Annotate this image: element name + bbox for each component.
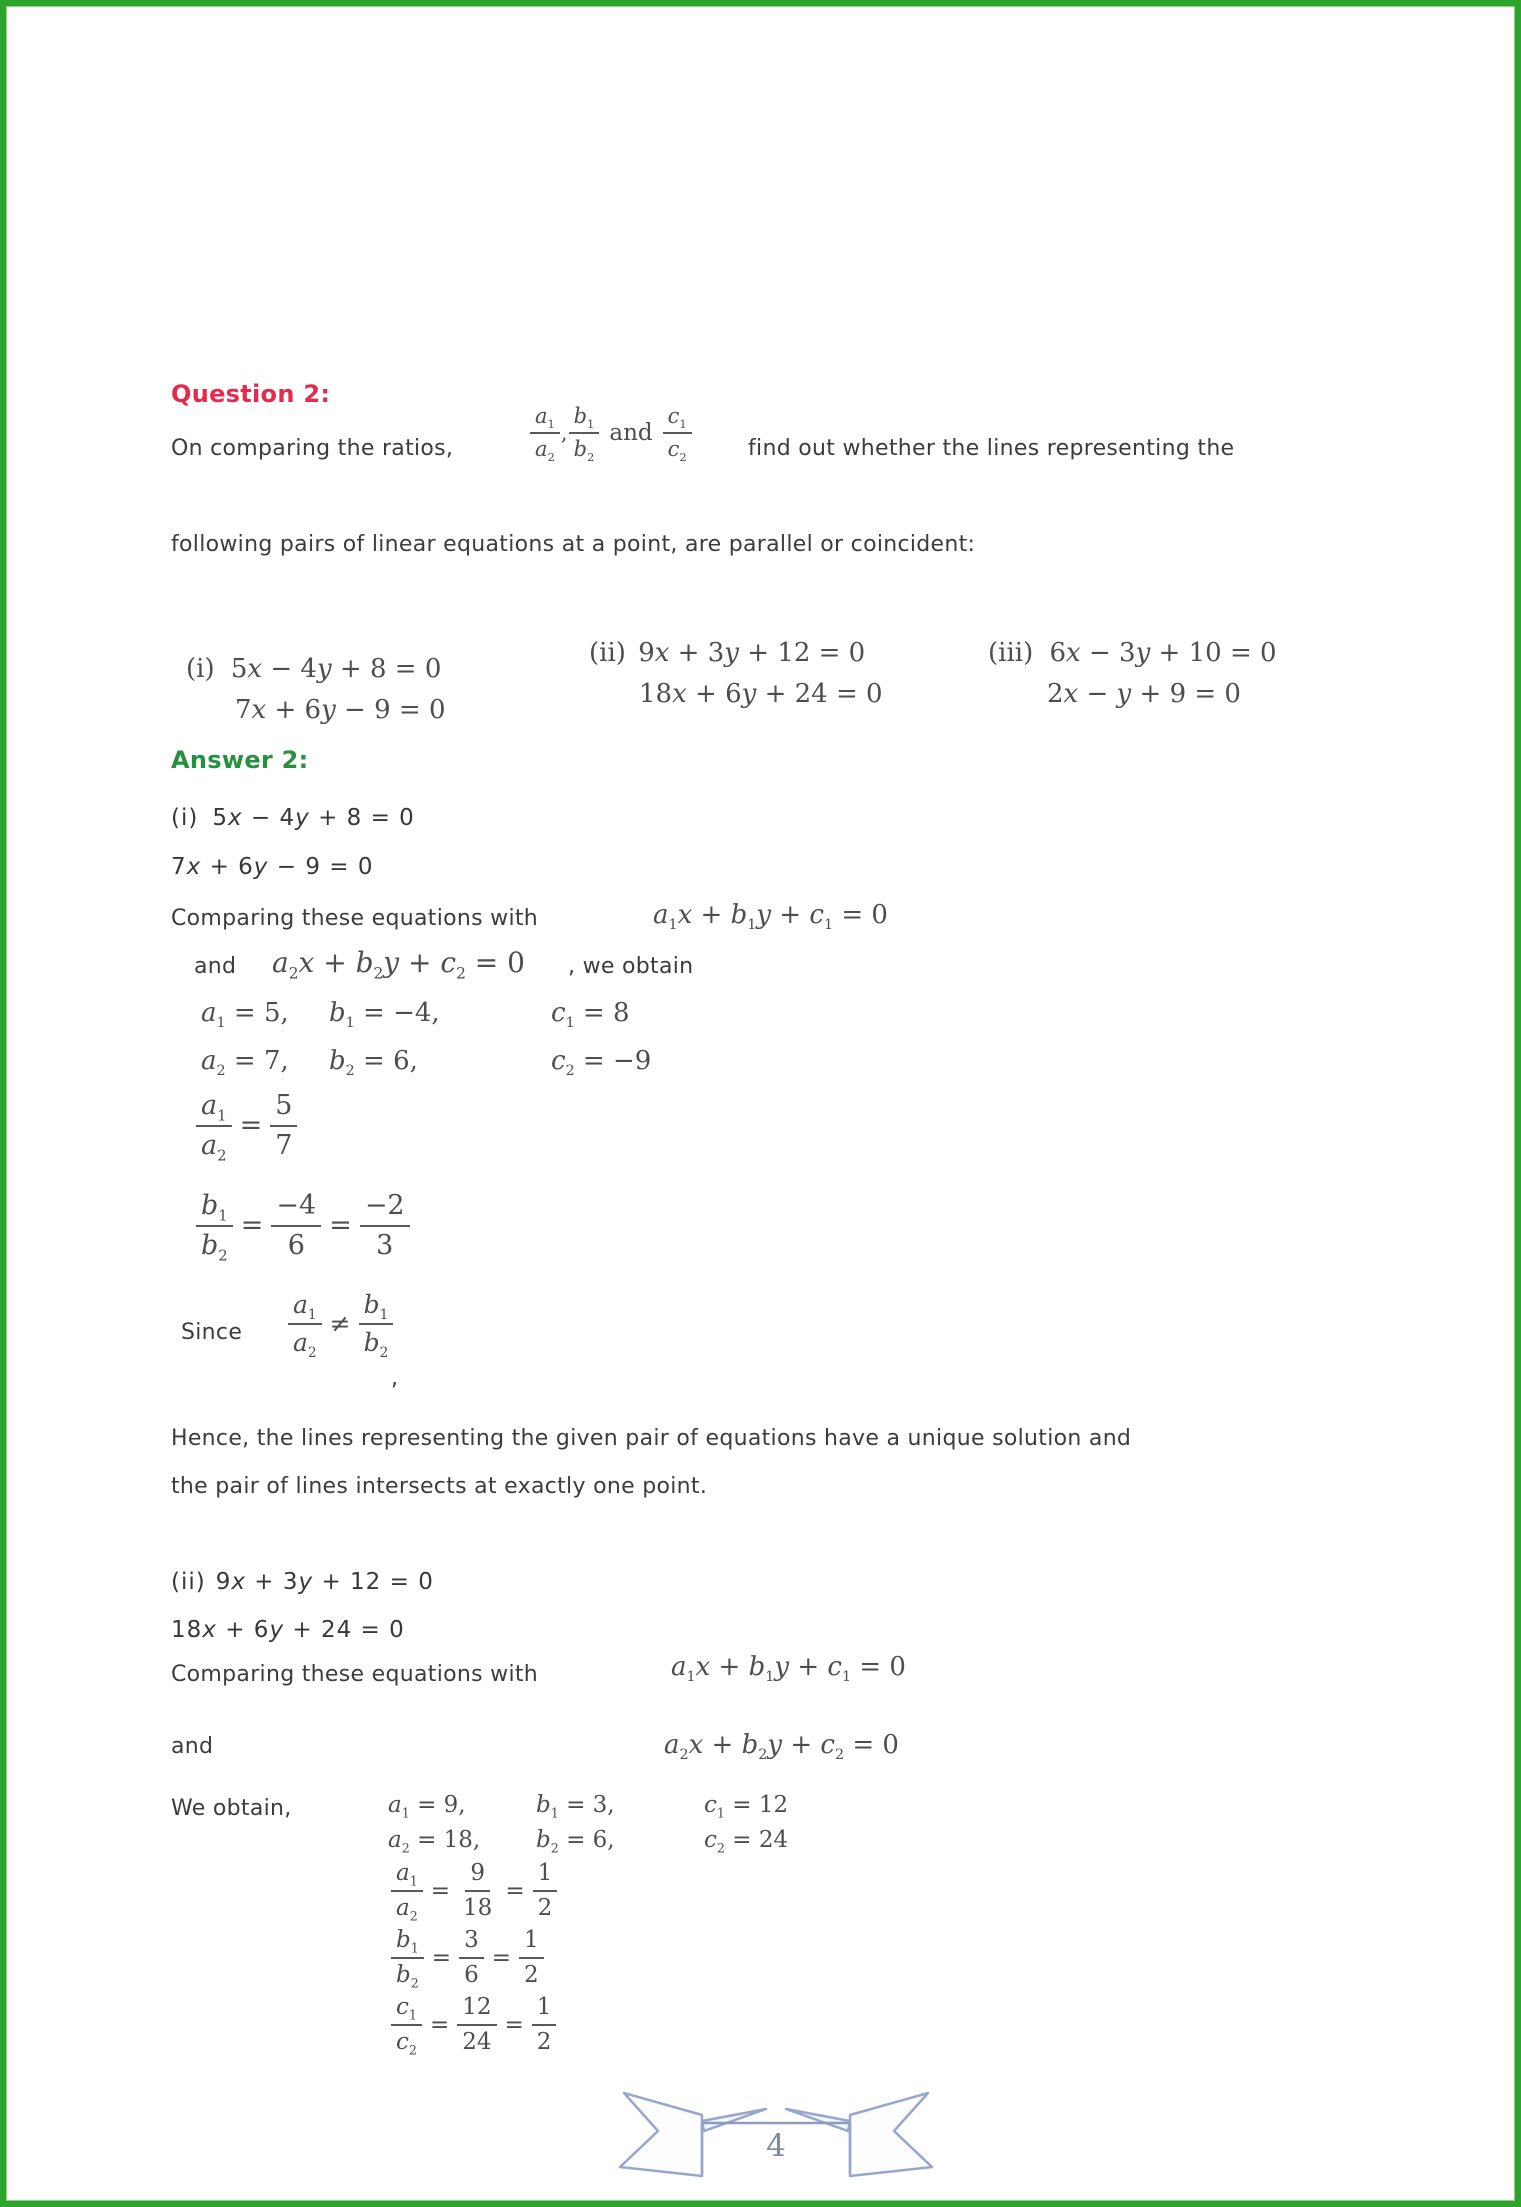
frac-a1-a2: $\frac{a_1}{a_2}$ [288, 1292, 322, 1355]
value-a2: $a_2 = 7$, [201, 1046, 289, 1080]
value-b1: $b_1 = -4$, [329, 998, 440, 1032]
part2-eq1-text: 9x + 3y + 12 = 0 [215, 1569, 434, 1595]
part2-we-obtain: We obtain, [171, 1796, 292, 1821]
frac-1-2: $\frac{1}{2}$ [533, 1862, 558, 1921]
frac-1-2: $\frac{1}{2}$ [532, 1996, 557, 2055]
frac-b1-b2: $\frac{b_1}{b_2}$ [359, 1292, 394, 1355]
question-intro-after: find out whether the lines representing the [748, 436, 1235, 461]
value-b2: $b_2 = 6$, [536, 1827, 615, 1856]
question-intro-before: On comparing the ratios, [171, 436, 454, 461]
ratio-a1-a2: $\frac{a_1}{a_2}$ [530, 406, 560, 461]
frac-b1-b2: $\frac{b_1}{b_2}$ [196, 1192, 233, 1259]
frac-a1-a2: $\frac{a_1}{a_2}$ [196, 1092, 232, 1159]
frac-b1-b2: $\frac{b_1}{b_2}$ [391, 1929, 424, 1988]
frac-12-24: $\frac{12}{24}$ [457, 1996, 496, 2055]
frac-a1-a2: $\frac{a_1}{a_2}$ [391, 1862, 423, 1921]
part1-values-row1 [201, 998, 630, 1032]
question-intro-line2: following pairs of linear equations at a point, are parallel or coincident: [171, 532, 976, 557]
part2-equation1 [171, 1569, 434, 1595]
equals-sign: = [491, 1945, 511, 1972]
value-a1: $a_1 = 9$, [388, 1792, 466, 1821]
equals-sign: = [429, 2012, 450, 2039]
value-b2: $b_2 = 6$, [329, 1046, 418, 1080]
part2-and-word: and [171, 1734, 214, 1759]
part2-values-row1 [388, 1792, 789, 1821]
frac-m2-3: $\frac{-2}{3}$ [360, 1192, 410, 1259]
equation-pair-i [186, 654, 446, 725]
part1-comparing-text: Comparing these equations with [171, 906, 539, 931]
ratio-comma: , [560, 420, 568, 445]
frac-5-7: $\frac{5}{7}$ [270, 1092, 297, 1159]
equals-sign: = [431, 1945, 452, 1972]
value-c1: $c_1 = 12$ [704, 1792, 789, 1821]
value-c1: $c_1 = 8$ [551, 998, 630, 1032]
question-label: Question 2: [171, 380, 331, 408]
part2-ratio-a [391, 1860, 557, 1925]
value-b1: $b_1 = 3$, [536, 1792, 615, 1821]
value-a1: $a_1 = 5$, [201, 998, 289, 1032]
page-number: 4 [766, 2128, 786, 2164]
pair-iii-eq2: 2x − y + 9 = 0 [1047, 679, 1241, 709]
ratio-c1-c2: $\frac{c_1}{c_2}$ [663, 406, 692, 461]
pair-i-eq1: 5x − 4y + 8 = 0 [230, 654, 442, 684]
part1-eq1-text: 5x − 4y + 8 = 0 [212, 805, 415, 831]
part1-ratio-b [196, 1190, 410, 1264]
frac-9-18: $\frac{9}{18}$ [463, 1860, 493, 1922]
part1-general-eq2: $a_2x + b_2y + c_2 = 0$ [272, 946, 525, 983]
part1-and-word: and [194, 954, 237, 979]
part2-comparing-text: Comparing these equations with [171, 1662, 539, 1687]
part1-ratio-a [196, 1090, 297, 1164]
since-inequality [288, 1290, 393, 1361]
frac-1-2: $\frac{1}{2}$ [519, 1929, 544, 1988]
part2-ratio-c [391, 1994, 556, 2059]
equation-pair-iii [988, 638, 1277, 709]
ratio-and-word: and [609, 420, 653, 447]
part1-tag: (i) [171, 805, 199, 831]
part1-equation1 [171, 805, 415, 831]
part1-general-eq1: $a_1x + b_1y + c_1 = 0$ [653, 900, 888, 934]
since-word: Since [181, 1320, 243, 1345]
part2-tag: (ii) [171, 1569, 206, 1595]
equals-sign: = [329, 1210, 352, 1242]
ratio-group [530, 404, 692, 465]
pair-ii-tag: (ii) [589, 638, 626, 668]
frac-c1-c2: $\frac{c_1}{c_2}$ [391, 1996, 422, 2055]
equals-sign: = [240, 1210, 264, 1242]
part1-values-row2 [201, 1046, 652, 1080]
pair-ii-eq1: 9x + 3y + 12 = 0 [638, 638, 866, 668]
equals-sign: = [505, 1878, 525, 1905]
part2-general-eq1: $a_1x + b_1y + c_1 = 0$ [671, 1652, 906, 1686]
since-comma: , [391, 1366, 399, 1391]
value-c2: $c_2 = 24$ [704, 1827, 789, 1856]
answer-label: Answer 2: [171, 746, 309, 774]
part1-we-obtain: , we obtain [568, 954, 694, 979]
not-equal-sign: ≠ [329, 1309, 351, 1338]
value-c2: $c_2 = -9$ [551, 1046, 652, 1080]
pair-i-eq2: 7x + 6y − 9 = 0 [235, 695, 446, 725]
equals-sign: = [504, 2012, 524, 2039]
pair-i-tag: (i) [186, 654, 215, 684]
part2-equation2: 18x + 6y + 24 = 0 [171, 1617, 405, 1643]
part2-general-eq2: $a_2x + b_2y + c_2 = 0$ [664, 1730, 899, 1764]
part1-equation2: 7x + 6y − 9 = 0 [171, 854, 374, 880]
hence-line2: the pair of lines intersects at exactly one point. [171, 1474, 708, 1499]
part2-ratio-b [391, 1927, 544, 1992]
equals-sign: = [430, 1878, 451, 1905]
frac-3-6: $\frac{3}{6}$ [459, 1929, 484, 1988]
equals-sign: = [239, 1110, 263, 1142]
pair-iii-tag: (iii) [988, 638, 1034, 668]
value-a2: $a_2 = 18$, [388, 1827, 481, 1856]
pair-iii-eq1: 6x − 3y + 10 = 0 [1049, 638, 1277, 668]
hence-line1: Hence, the lines representing the given pair of equations have a unique solution and [171, 1426, 1132, 1451]
part2-values-row2 [388, 1827, 789, 1856]
equation-pair-ii [589, 638, 883, 709]
ratio-b1-b2: $\frac{b_1}{b_2}$ [569, 406, 600, 461]
pair-ii-eq2: 18x + 6y + 24 = 0 [639, 679, 883, 709]
frac-m4-6: $\frac{-4}{6}$ [271, 1192, 321, 1259]
